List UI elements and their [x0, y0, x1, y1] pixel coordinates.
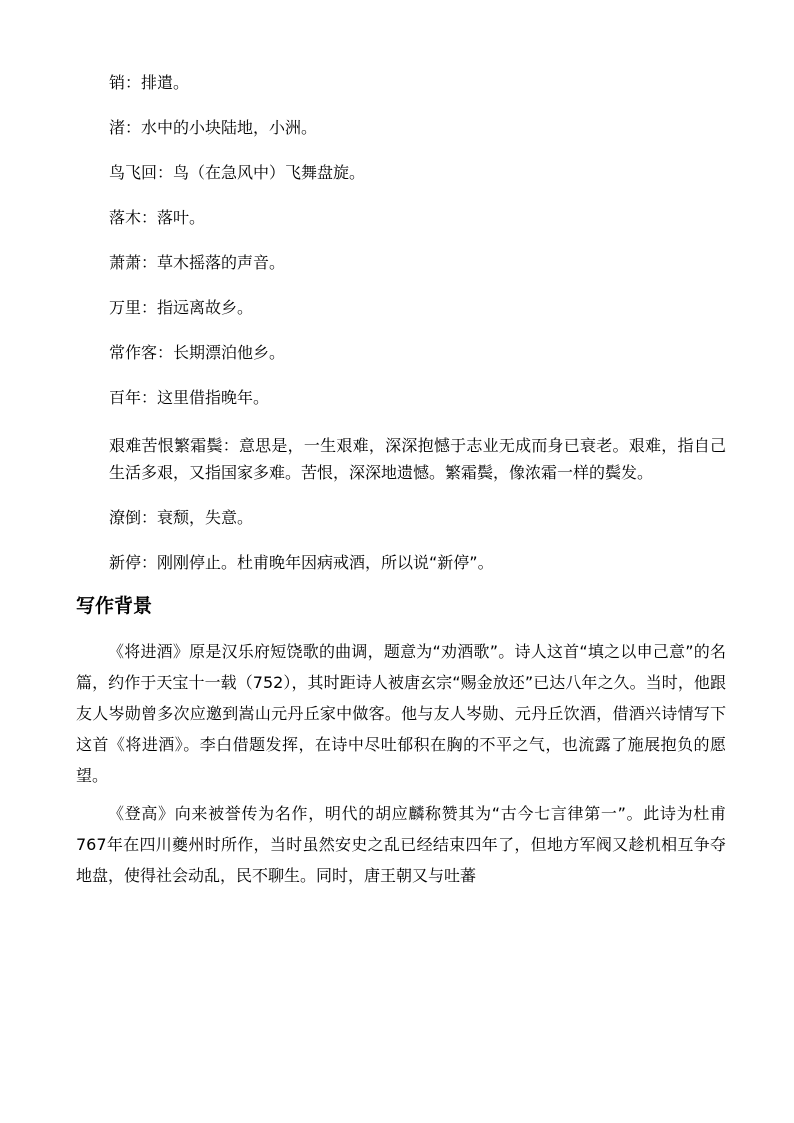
- document-content: [76, 72, 726, 898]
- gloss-item: 落木：落叶。: [109, 208, 206, 227]
- gloss-item: 渚：水中的小块陆地，小洲。: [109, 118, 318, 137]
- gloss-item: 艰难苦恨繁霜鬓：意思是，一生艰难，深深抱憾于志业无成而身已衰老。艰难，指自己生活多艰，又指国家多难。苦恨，深深地遗憾。繁霜鬓，像浓霜一样的鬓发。: [109, 436, 726, 482]
- gloss-item: 萧萧：草木摇落的声音。: [109, 253, 286, 272]
- gloss-item: 新停：刚刚停止。杜甫晚年因病戒酒，所以说“新停”。: [109, 553, 494, 572]
- section-heading: 写作背景: [76, 595, 153, 617]
- background-paragraph: 《将进酒》原是汉乐府短饶歌的曲调，题意为“劝酒歌”。诗人这首“填之以申己意”的名篇，约作于天宝十一载（752），其时距诗人被唐玄宗“赐金放还”已达八年之久。当时，他跟友人岑勋曾多次应邀到嵩山元丹丘家中做客。他与友人岑勋、元丹丘饮酒，借酒兴诗情写下这首《将进酒》。李白借题发挥，在诗中尽吐郁积在胸的不平之气，也流露了施展抱负的愿望。: [76, 642, 726, 785]
- gloss-item: 百年：这里借指晚年。: [109, 388, 270, 407]
- gloss-item: 常作客：长期漂泊他乡。: [109, 343, 286, 362]
- gloss-item: 潦倒：衰颓，失意。: [109, 508, 254, 527]
- background-paragraph: 《登高》向来被誉传为名作，明代的胡应麟称赞其为“古今七言律第一”。此诗为杜甫767年在四川夔州时所作，当时虽然安史之乱已经结束四年了，但地方军阀又趁机相互争夺地盘，使得社会动乱，民不聊生。同时，唐王朝又与吐蕃: [76, 804, 726, 885]
- gloss-item: 鸟飞回：鸟（在急风中）飞舞盘旋。: [109, 163, 366, 182]
- gloss-item: 销：排遣。: [109, 73, 190, 92]
- gloss-item: 万里：指远离故乡。: [109, 298, 254, 317]
